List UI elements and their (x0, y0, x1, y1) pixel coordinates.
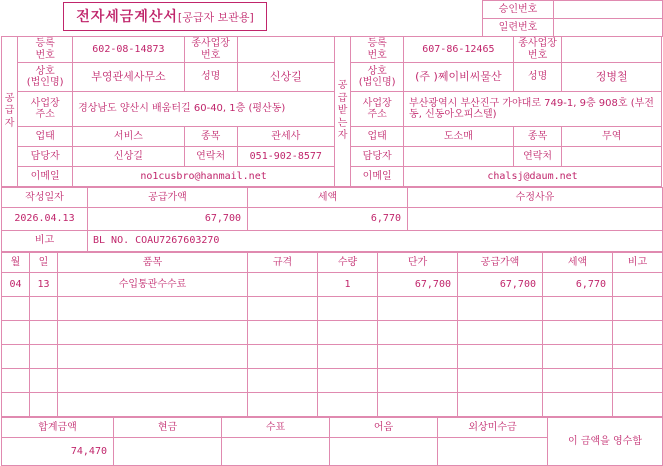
row-qty (318, 321, 378, 345)
buyer-branch-label: 종사업장 번호 (513, 37, 562, 63)
buyer-ceo-label: 성명 (513, 63, 562, 92)
row-item-name (58, 369, 248, 393)
row-supply: 67,700 (458, 273, 543, 297)
approval-number-value (554, 1, 663, 19)
table-row (2, 37, 662, 63)
totals-table (1, 417, 663, 466)
row-item-name (58, 345, 248, 369)
buyer-regno-value: 607-86-12465 (404, 37, 514, 63)
table-row (483, 19, 663, 37)
issue-date-header: 작성일자 (2, 188, 88, 208)
supplier-regno-value: 602-08-14873 (73, 37, 185, 63)
buyer-manager-label: 담당자 (351, 147, 404, 167)
supplier-branch-label: 종사업장 번호 (184, 37, 237, 63)
supplier-bizItem-value: 관세사 (237, 127, 334, 147)
note-value (330, 438, 438, 466)
buyer-address-value: 부산광역시 부산진구 가야대로 749-1, 9층 908호 (부전동, 신동아오피스텔) (404, 92, 662, 127)
title-sub-text: [공급자 보관용] (177, 11, 254, 24)
table-row (2, 297, 663, 321)
row-tax (543, 369, 613, 393)
parties-table (1, 36, 662, 187)
supplier-email-label: 이메일 (18, 167, 73, 187)
approval-number-label: 승인번호 (483, 1, 554, 19)
row-price (378, 345, 458, 369)
supplier-company-value: 부영관세사무소 (73, 63, 185, 92)
table-row (2, 188, 663, 208)
row-spec (248, 321, 318, 345)
row-month (2, 297, 30, 321)
row-item-name (58, 393, 248, 417)
table-row (2, 167, 662, 187)
row-qty (318, 369, 378, 393)
supplier-bizType-label: 업태 (18, 127, 73, 147)
row-day: 13 (30, 273, 58, 297)
col-spec-header: 규격 (248, 253, 318, 273)
row-item-name (58, 321, 248, 345)
buyer-contact-value (562, 147, 662, 167)
tax-amount-header: 세액 (248, 188, 408, 208)
supplier-email-value: no1cusbro@hanmail.net (73, 167, 335, 187)
buyer-company-value: (주 )쩨이비씨물산 (404, 63, 514, 92)
supplier-bizItem-label: 종목 (184, 127, 237, 147)
table-row (2, 127, 662, 147)
total-amount-header: 합계금액 (2, 418, 114, 438)
supplier-company-label: 상호 (법인명) (18, 63, 73, 92)
row-tax (543, 297, 613, 321)
row-day (30, 321, 58, 345)
row-price: 67,700 (378, 273, 458, 297)
supply-amount-header: 공급가액 (88, 188, 248, 208)
remark-value: BL NO. COAU7267603270 (88, 231, 663, 252)
row-tax: 6,770 (543, 273, 613, 297)
document-header (0, 0, 663, 36)
buyer-bizType-label: 업태 (351, 127, 404, 147)
buyer-manager-value (404, 147, 514, 167)
supplier-contact-label: 연락처 (184, 147, 237, 167)
buyer-bizItem-label: 종목 (513, 127, 562, 147)
row-tax (543, 393, 613, 417)
row-spec (248, 345, 318, 369)
row-supply (458, 345, 543, 369)
table-row (2, 345, 663, 369)
supplier-address-value: 경상남도 양산시 배움터길 60-40, 1층 (평산동) (73, 92, 335, 127)
summary-table (1, 187, 663, 252)
row-price (378, 297, 458, 321)
buyer-email-value: chalsj@daum.net (404, 167, 662, 187)
row-note (613, 297, 663, 321)
supplier-bizType-value: 서비스 (73, 127, 185, 147)
col-month-header: 월 (2, 253, 30, 273)
remark-label: 비고 (2, 231, 88, 252)
approval-table (482, 0, 663, 37)
row-price (378, 369, 458, 393)
row-tax (543, 321, 613, 345)
buyer-ceo-value: 정병철 (562, 63, 662, 92)
supplier-ceo-value: 신상길 (237, 63, 334, 92)
supplier-side-label: 공 급 자 (2, 37, 18, 187)
buyer-company-label: 상호 (법인명) (351, 63, 404, 92)
row-day (30, 369, 58, 393)
row-day (30, 297, 58, 321)
col-supply-header: 공급가액 (458, 253, 543, 273)
buyer-contact-label: 연락처 (513, 147, 562, 167)
check-value (222, 438, 330, 466)
table-row (2, 63, 662, 92)
row-note (613, 345, 663, 369)
row-day (30, 393, 58, 417)
serial-number-value (554, 19, 663, 37)
table-row (2, 92, 662, 127)
title-text: 전자세금계산서 (76, 9, 178, 25)
buyer-branch-value (562, 37, 662, 63)
table-header-row (2, 418, 663, 438)
col-tax-header: 세액 (543, 253, 613, 273)
row-supply (458, 393, 543, 417)
supply-amount-value: 67,700 (88, 208, 248, 231)
credit-header: 외상미수금 (438, 418, 548, 438)
page-title (63, 2, 267, 31)
buyer-bizItem-value: 무역 (562, 127, 662, 147)
table-row (2, 369, 663, 393)
col-price-header: 단가 (378, 253, 458, 273)
col-item-header: 품목 (58, 253, 248, 273)
tax-amount-value: 6,770 (248, 208, 408, 231)
col-day-header: 일 (30, 253, 58, 273)
row-item-name: 수입통관수수료 (58, 273, 248, 297)
total-amount-value: 74,470 (2, 438, 114, 466)
row-spec (248, 369, 318, 393)
row-item-name (58, 297, 248, 321)
row-month (2, 393, 30, 417)
buyer-side-label: 공 급 받 는 자 (335, 37, 351, 187)
row-supply (458, 369, 543, 393)
row-month (2, 321, 30, 345)
row-note (613, 393, 663, 417)
row-month: 04 (2, 273, 30, 297)
col-note-header: 비고 (613, 253, 663, 273)
credit-value (438, 438, 548, 466)
supplier-manager-label: 담당자 (18, 147, 73, 167)
row-qty (318, 345, 378, 369)
table-row (2, 208, 663, 231)
row-price (378, 393, 458, 417)
row-price (378, 321, 458, 345)
title-area (0, 2, 330, 31)
cash-header: 현금 (114, 418, 222, 438)
table-row (2, 321, 663, 345)
table-row (483, 1, 663, 19)
buyer-regno-label: 등록 번호 (351, 37, 404, 63)
table-row (2, 231, 663, 252)
row-month (2, 345, 30, 369)
row-qty (318, 297, 378, 321)
supplier-regno-label: 등록 번호 (18, 37, 73, 63)
row-supply (458, 321, 543, 345)
table-row (2, 147, 662, 167)
table-row (2, 393, 663, 417)
supplier-ceo-label: 성명 (184, 63, 237, 92)
serial-number-label: 일련번호 (483, 19, 554, 37)
row-spec (248, 393, 318, 417)
amend-reason-value (408, 208, 663, 231)
row-tax (543, 345, 613, 369)
table-row (2, 273, 663, 297)
supplier-branch-value (237, 37, 334, 63)
issue-date-value: 2026.04.13 (2, 208, 88, 231)
row-note (613, 273, 663, 297)
receipt-note: 이 금액을 영수함 (548, 418, 663, 466)
row-month (2, 369, 30, 393)
check-header: 수표 (222, 418, 330, 438)
row-day (30, 345, 58, 369)
buyer-bizType-value: 도소매 (404, 127, 514, 147)
cash-value (114, 438, 222, 466)
supplier-address-label: 사업장 주소 (18, 92, 73, 127)
note-header: 어음 (330, 418, 438, 438)
supplier-manager-value: 신상길 (73, 147, 185, 167)
row-qty: 1 (318, 273, 378, 297)
amend-reason-header: 수정사유 (408, 188, 663, 208)
supplier-contact-value: 051-902-8577 (237, 147, 334, 167)
row-qty (318, 393, 378, 417)
line-items-table (1, 252, 663, 417)
buyer-address-label: 사업장 주소 (351, 92, 404, 127)
row-spec (248, 297, 318, 321)
table-header-row (2, 253, 663, 273)
row-supply (458, 297, 543, 321)
row-spec (248, 273, 318, 297)
row-note (613, 369, 663, 393)
row-note (613, 321, 663, 345)
col-qty-header: 수량 (318, 253, 378, 273)
buyer-email-label: 이메일 (351, 167, 404, 187)
